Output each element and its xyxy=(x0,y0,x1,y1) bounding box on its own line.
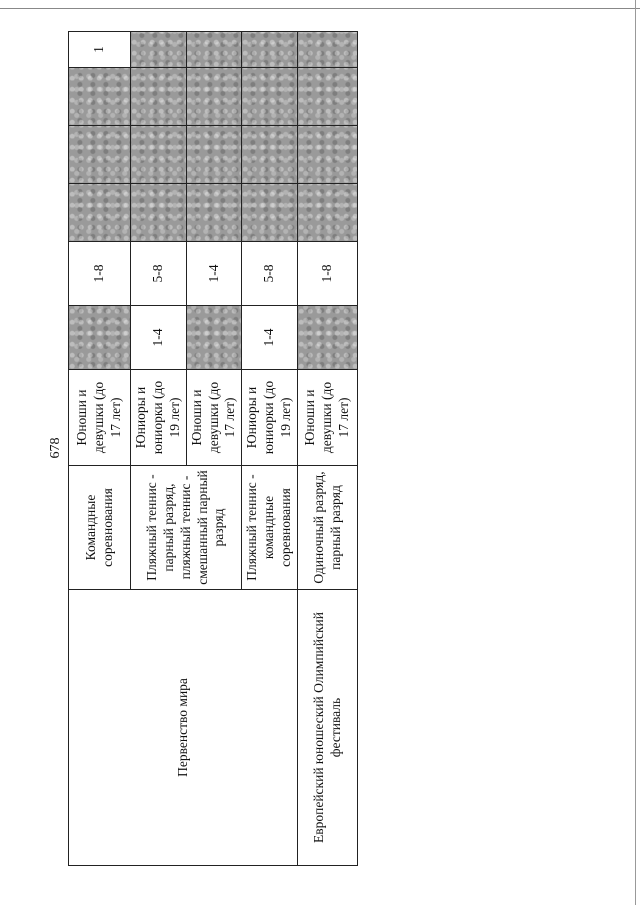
shaded-cell xyxy=(242,68,298,126)
place-cell: 5-8 xyxy=(131,242,187,306)
age-group-cell: Юноши и девушки (до 17 лет) xyxy=(298,370,358,466)
age-group-cell: Юниоры и юниорки (до 19 лет) xyxy=(131,370,187,466)
place-cell-shaded xyxy=(298,306,358,370)
discipline-cell: Одиночный разряд, парный разряд xyxy=(298,466,358,590)
scan-edge-right xyxy=(635,0,636,905)
shaded-cell xyxy=(186,68,242,126)
place-cell: 1-4 xyxy=(242,306,298,370)
age-group-cell: Юноши и девушки (до 17 лет) xyxy=(186,370,242,466)
shaded-cell xyxy=(298,68,358,126)
shaded-cell xyxy=(298,32,358,68)
shaded-cell xyxy=(131,126,187,184)
page-number: 678 xyxy=(48,437,63,459)
shaded-cell xyxy=(242,32,298,68)
discipline-cell: Пляжный теннис - парный разряд, пляжный теннис - смешанный парный разряд xyxy=(131,466,242,590)
place-cell-shaded xyxy=(69,306,131,370)
place-cell: 1-8 xyxy=(298,242,358,306)
shaded-cell xyxy=(186,126,242,184)
place-cell: 1-8 xyxy=(69,242,131,306)
shaded-cell xyxy=(131,32,187,68)
event-cell-world-championship: Первенство мира xyxy=(69,590,298,866)
shaded-cell xyxy=(186,32,242,68)
shaded-cell xyxy=(298,126,358,184)
shaded-cell xyxy=(131,68,187,126)
scan-edge-top xyxy=(0,8,640,9)
column-number-cell: 1 xyxy=(69,32,131,68)
place-cell: 5-8 xyxy=(242,242,298,306)
discipline-cell: Командные соревнования xyxy=(69,466,131,590)
shaded-cell xyxy=(69,126,131,184)
document-table xyxy=(68,32,354,866)
shaded-cell xyxy=(69,68,131,126)
event-cell-eyof: Европейский юношеский Олимпийский фестиваль xyxy=(298,590,358,866)
shaded-cell xyxy=(186,184,242,242)
age-group-cell: Юноши и девушки (до 17 лет) xyxy=(69,370,131,466)
discipline-cell: Пляжный теннис - командные соревнования xyxy=(242,466,298,590)
place-cell-shaded xyxy=(186,306,242,370)
age-group-cell: Юниоры и юниорки (до 19 лет) xyxy=(242,370,298,466)
shaded-cell xyxy=(298,184,358,242)
place-cell: 1-4 xyxy=(186,242,242,306)
shaded-cell xyxy=(242,126,298,184)
shaded-cell xyxy=(69,184,131,242)
place-cell: 1-4 xyxy=(131,306,187,370)
shaded-cell xyxy=(131,184,187,242)
shaded-cell xyxy=(242,184,298,242)
